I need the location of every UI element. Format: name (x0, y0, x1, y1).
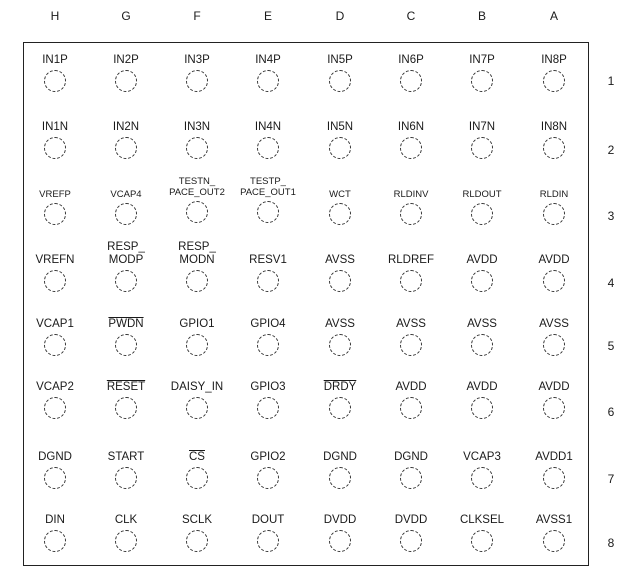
pin-f8 (162, 514, 232, 552)
pin-label: RLDINV (393, 189, 429, 200)
pin-label: DOUT (251, 514, 285, 526)
column-label-d: D (335, 9, 345, 23)
pin-a1 (519, 54, 589, 92)
pin-ball-circle (186, 201, 208, 223)
pin-label: AVDD (466, 381, 498, 393)
pin-ball-circle (186, 137, 208, 159)
pin-label: DVDD (323, 514, 357, 526)
pin-d6 (305, 381, 375, 419)
pin-ball-circle (543, 467, 565, 489)
row-label-6: 6 (607, 405, 615, 419)
pin-ball-circle (115, 137, 137, 159)
pin-label: IN5N (326, 121, 354, 133)
pin-label: IN8P (541, 54, 567, 66)
pin-ball-circle (257, 201, 279, 223)
pin-label: IN1N (41, 121, 69, 133)
pin-label: VCAP4 (110, 189, 142, 200)
pin-ball-circle (471, 70, 493, 92)
pin-d4 (305, 241, 375, 292)
pin-b7 (447, 451, 517, 489)
pin-label: IN8N (540, 121, 568, 133)
pin-ball-circle (400, 203, 422, 225)
pin-label: SCLK (181, 514, 213, 526)
pin-label: IN5P (327, 54, 353, 66)
pin-label: RESV1 (249, 254, 287, 266)
pin-label: RLDOUT (462, 189, 502, 200)
pin-label: GPIO4 (250, 318, 286, 330)
pin-g1 (91, 54, 161, 92)
pin-label: AVSS (467, 318, 497, 330)
row-label-3: 3 (607, 209, 615, 223)
pin-e8 (233, 514, 303, 552)
pin-a2 (519, 121, 589, 159)
pin-label: GPIO2 (250, 451, 286, 463)
pin-label: IN4P (255, 54, 281, 66)
pin-c5 (376, 318, 446, 356)
pin-c4 (376, 241, 446, 292)
row-label-8: 8 (607, 536, 615, 550)
column-label-c: C (406, 9, 416, 23)
pin-ball-circle (543, 137, 565, 159)
pin-h6 (20, 381, 90, 419)
pin-label: IN3P (184, 54, 210, 66)
pin-ball-circle (400, 530, 422, 552)
pin-ball-circle (44, 137, 66, 159)
pin-a4 (519, 241, 589, 292)
pin-label: RESP_ MODP (107, 241, 145, 266)
pin-ball-circle (400, 467, 422, 489)
pin-e5 (233, 318, 303, 356)
pin-ball-circle (471, 530, 493, 552)
pin-h3 (20, 176, 90, 225)
pin-c7 (376, 451, 446, 489)
pin-label: IN1P (42, 54, 68, 66)
pin-label: AVSS1 (535, 514, 573, 526)
pin-ball-circle (44, 334, 66, 356)
pin-ball-circle (329, 530, 351, 552)
pin-c1 (376, 54, 446, 92)
pin-a7 (519, 451, 589, 489)
pin-c2 (376, 121, 446, 159)
pin-ball-circle (400, 137, 422, 159)
pin-e2 (233, 121, 303, 159)
pin-h4 (20, 241, 90, 292)
pin-label: AVDD (538, 381, 570, 393)
pin-ball-circle (471, 397, 493, 419)
column-label-f: F (193, 9, 201, 23)
pin-label: AVSS (539, 318, 569, 330)
pin-e3 (233, 176, 303, 223)
pin-g6 (91, 381, 161, 419)
row-label-4: 4 (607, 276, 615, 290)
pin-e1 (233, 54, 303, 92)
pin-label: DGND (38, 451, 72, 463)
pin-ball-circle (400, 270, 422, 292)
pin-label: AVDD (466, 254, 498, 266)
pin-label: VREFN (35, 254, 75, 266)
pin-h5 (20, 318, 90, 356)
pin-label: VREFP (39, 189, 71, 200)
pin-f2 (162, 121, 232, 159)
pin-ball-circle (329, 334, 351, 356)
pin-label: DAISY_IN (170, 381, 224, 393)
pin-g4 (91, 241, 161, 292)
pin-label: GPIO1 (179, 318, 215, 330)
pin-ball-circle (257, 467, 279, 489)
pin-e7 (233, 451, 303, 489)
pin-ball-circle (186, 530, 208, 552)
row-label-7: 7 (607, 472, 615, 486)
pin-label: IN2P (113, 54, 139, 66)
pin-label: AVDD1 (535, 451, 573, 463)
pin-ball-circle (115, 467, 137, 489)
pin-ball-circle (329, 397, 351, 419)
pin-ball-circle (115, 530, 137, 552)
pin-ball-circle (44, 530, 66, 552)
pin-ball-circle (257, 334, 279, 356)
pin-b2 (447, 121, 517, 159)
pin-ball-circle (44, 397, 66, 419)
pin-b8 (447, 514, 517, 552)
pin-ball-circle (186, 270, 208, 292)
pin-g7 (91, 451, 161, 489)
pin-a6 (519, 381, 589, 419)
pin-ball-circle (257, 270, 279, 292)
pin-a8 (519, 514, 589, 552)
pin-ball-circle (543, 270, 565, 292)
pin-label: VCAP3 (463, 451, 501, 463)
pin-g5 (91, 318, 161, 356)
pin-label: AVSS (325, 318, 355, 330)
row-label-5: 5 (607, 339, 615, 353)
pin-label: DVDD (394, 514, 428, 526)
pin-ball-circle (471, 467, 493, 489)
pin-label: RLDREF (387, 254, 434, 266)
pin-ball-circle (543, 530, 565, 552)
pin-label: CLKSEL (459, 514, 505, 526)
pin-label: WCT (329, 189, 351, 200)
pin-ball-circle (471, 270, 493, 292)
pin-label: GPIO3 (250, 381, 286, 393)
pin-ball-circle (257, 70, 279, 92)
pin-d3 (305, 176, 375, 225)
pin-ball-circle (186, 467, 208, 489)
pin-ball-circle (257, 530, 279, 552)
pin-ball-circle (543, 203, 565, 225)
pin-label: TESTN_ PACE_OUT2 (169, 176, 225, 198)
pin-label: RLDIN (539, 189, 569, 200)
pin-b1 (447, 54, 517, 92)
pin-c6 (376, 381, 446, 419)
pin-ball-circle (257, 137, 279, 159)
column-label-b: B (477, 9, 486, 23)
pin-label: IN6P (398, 54, 424, 66)
pin-label: VCAP2 (36, 381, 74, 393)
pin-ball-circle (543, 397, 565, 419)
pin-label: AVDD (395, 381, 427, 393)
pin-f6 (162, 381, 232, 419)
pin-ball-circle (115, 203, 137, 225)
pin-a3 (519, 176, 589, 225)
pin-ball-circle (44, 467, 66, 489)
pin-label: VCAP1 (36, 318, 74, 330)
pin-label: START (107, 451, 145, 463)
pin-d2 (305, 121, 375, 159)
pin-h8 (20, 514, 90, 552)
pin-ball-circle (115, 397, 137, 419)
pin-label: IN7N (468, 121, 496, 133)
pin-label: AVSS (396, 318, 426, 330)
pin-ball-circle (257, 397, 279, 419)
pin-ball-circle (400, 334, 422, 356)
column-label-e: E (263, 9, 272, 23)
pin-ball-circle (329, 70, 351, 92)
pin-ball-circle (471, 137, 493, 159)
pin-f7 (162, 451, 232, 489)
pin-label: DGND (394, 451, 428, 463)
row-label-2: 2 (607, 143, 615, 157)
pin-label: PWDN (108, 318, 144, 330)
pin-g2 (91, 121, 161, 159)
pin-ball-circle (186, 334, 208, 356)
pin-label: $\overline{CS}$ (189, 451, 205, 463)
pin-f5 (162, 318, 232, 356)
pin-ball-circle (44, 270, 66, 292)
pin-b4 (447, 241, 517, 292)
pin-ball-circle (400, 397, 422, 419)
pin-label: AVSS (325, 254, 355, 266)
pin-ball-circle (543, 334, 565, 356)
pin-label: IN4N (254, 121, 282, 133)
pin-g8 (91, 514, 161, 552)
pin-ball-circle (44, 203, 66, 225)
pin-label: RESET (106, 381, 146, 393)
pin-a5 (519, 318, 589, 356)
column-label-h: H (50, 9, 60, 23)
pin-label: AVDD (538, 254, 570, 266)
pin-d7 (305, 451, 375, 489)
pin-label: CLK (114, 514, 138, 526)
pin-d8 (305, 514, 375, 552)
pin-ball-circle (186, 397, 208, 419)
pin-c3 (376, 176, 446, 225)
pin-b6 (447, 381, 517, 419)
column-label-g: G (121, 9, 131, 23)
pin-b3 (447, 176, 517, 225)
pin-e6 (233, 381, 303, 419)
pin-ball-circle (115, 270, 137, 292)
pin-label: DRDY (323, 381, 357, 393)
pin-label: IN3N (183, 121, 211, 133)
pin-h1 (20, 54, 90, 92)
pin-ball-circle (471, 203, 493, 225)
pin-ball-circle (329, 467, 351, 489)
pin-ball-circle (400, 70, 422, 92)
pin-ball-circle (115, 334, 137, 356)
pin-h7 (20, 451, 90, 489)
pin-g3 (91, 176, 161, 225)
pin-e4 (233, 241, 303, 292)
pin-h2 (20, 121, 90, 159)
pin-label: IN6N (397, 121, 425, 133)
pin-f3 (162, 176, 232, 223)
pin-d5 (305, 318, 375, 356)
pin-ball-circle (329, 137, 351, 159)
pin-ball-circle (186, 70, 208, 92)
pin-label: DGND (323, 451, 357, 463)
pin-ball-circle (329, 270, 351, 292)
pin-ball-circle (44, 70, 66, 92)
pin-d1 (305, 54, 375, 92)
pin-ball-circle (115, 70, 137, 92)
pin-f1 (162, 54, 232, 92)
pin-label: RESP_ MODN (178, 241, 216, 266)
pin-label: TESTP_ PACE_OUT1 (240, 176, 296, 198)
pin-f4 (162, 241, 232, 292)
column-label-a: A (549, 9, 558, 23)
pin-label: IN2N (112, 121, 140, 133)
pin-label: DIN (45, 514, 65, 526)
pin-c8 (376, 514, 446, 552)
pin-ball-circle (543, 70, 565, 92)
pin-b5 (447, 318, 517, 356)
pin-ball-circle (471, 334, 493, 356)
pin-ball-circle (329, 203, 351, 225)
pin-label: IN7P (469, 54, 495, 66)
row-label-1: 1 (607, 74, 615, 88)
